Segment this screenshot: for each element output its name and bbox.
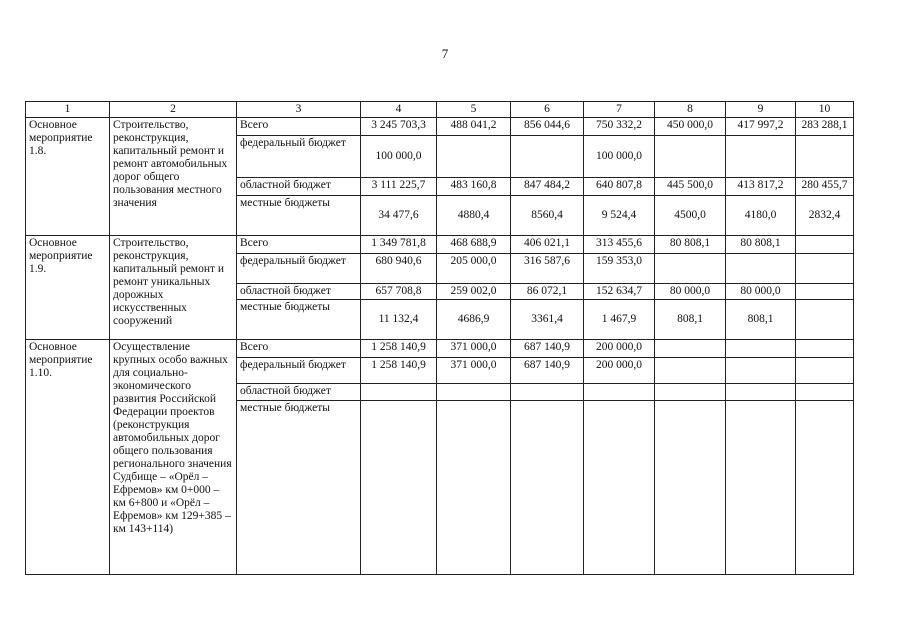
budget-level-cell: областной бюджет [237, 384, 361, 401]
value-cell: 450 000,0 [655, 118, 726, 136]
col-header: 3 [237, 102, 361, 118]
value-cell [584, 384, 655, 401]
value-cell: 413 817,2 [726, 178, 796, 196]
budget-level-cell: федеральный бюджет [237, 136, 361, 178]
budget-level-cell: Всего [237, 340, 361, 358]
value-cell [796, 401, 854, 575]
value-cell [655, 358, 726, 384]
value-cell: 80 808,1 [655, 236, 726, 254]
value-cell [796, 254, 854, 284]
budget-level-cell: федеральный бюджет [237, 254, 361, 284]
budget-level-cell: федеральный бюджет [237, 358, 361, 384]
value-cell [726, 340, 796, 358]
value-cell: 280 455,7 [796, 178, 854, 196]
value-cell: 1 258 140,9 [361, 340, 437, 358]
description-cell: Осуществление крупных особо важных для социально-экономического развития Российской Федерации проектов (реконструкция автомобильных дорог общего пользования регионального значения Судбище – «Орёл – Ефремов» км 0+000 – км 6+800 и «Орёл – Ефремов» км 129+385 – км 143+114) [110, 340, 237, 575]
value-cell [437, 384, 511, 401]
col-header: 2 [110, 102, 237, 118]
value-cell: 4686,9 [437, 300, 511, 340]
table-row [26, 118, 854, 136]
value-cell: 11 132,4 [361, 300, 437, 340]
budget-level-cell: местные бюджеты [237, 196, 361, 236]
value-cell [726, 384, 796, 401]
budget-level-cell: Всего [237, 118, 361, 136]
value-cell: 313 455,6 [584, 236, 655, 254]
value-cell [511, 136, 584, 178]
value-cell [437, 136, 511, 178]
table-row [26, 340, 854, 358]
value-cell: 657 708,8 [361, 284, 437, 300]
col-header: 6 [511, 102, 584, 118]
value-cell [726, 136, 796, 178]
value-cell: 200 000,0 [584, 340, 655, 358]
value-cell [655, 340, 726, 358]
value-cell: 100 000,0 [584, 136, 655, 178]
value-cell: 80 000,0 [655, 284, 726, 300]
value-cell: 9 524,4 [584, 196, 655, 236]
value-cell: 406 021,1 [511, 236, 584, 254]
header-row [26, 102, 854, 118]
value-cell: 100 000,0 [361, 136, 437, 178]
value-cell: 1 467,9 [584, 300, 655, 340]
value-cell [726, 358, 796, 384]
measure-cell: Основное мероприятие 1.8. [26, 118, 110, 236]
value-cell: 856 044,6 [511, 118, 584, 136]
col-header: 5 [437, 102, 511, 118]
value-cell: 86 072,1 [511, 284, 584, 300]
value-cell [511, 401, 584, 575]
value-cell: 283 288,1 [796, 118, 854, 136]
value-cell: 371 000,0 [437, 340, 511, 358]
value-cell: 3 111 225,7 [361, 178, 437, 196]
value-cell: 200 000,0 [584, 358, 655, 384]
value-cell: 750 332,2 [584, 118, 655, 136]
value-cell: 808,1 [726, 300, 796, 340]
col-header: 9 [726, 102, 796, 118]
value-cell [796, 358, 854, 384]
value-cell: 8560,4 [511, 196, 584, 236]
budget-level-cell: местные бюджеты [237, 401, 361, 575]
value-cell: 847 484,2 [511, 178, 584, 196]
value-cell: 445 500,0 [655, 178, 726, 196]
value-cell: 205 000,0 [437, 254, 511, 284]
value-cell: 259 002,0 [437, 284, 511, 300]
col-header: 8 [655, 102, 726, 118]
value-cell: 468 688,9 [437, 236, 511, 254]
value-cell: 4880,4 [437, 196, 511, 236]
value-cell: 4180,0 [726, 196, 796, 236]
value-cell: 371 000,0 [437, 358, 511, 384]
budget-level-cell: Всего [237, 236, 361, 254]
value-cell [361, 384, 437, 401]
value-cell: 80 808,1 [726, 236, 796, 254]
value-cell: 159 353,0 [584, 254, 655, 284]
value-cell [584, 401, 655, 575]
value-cell [796, 136, 854, 178]
value-cell [437, 401, 511, 575]
budget-table [25, 101, 854, 575]
description-cell: Строительство, реконструкция, капитальный ремонт и ремонт уникальных дорожных искусственных сооружений [110, 236, 237, 340]
value-cell: 417 997,2 [726, 118, 796, 136]
value-cell [796, 340, 854, 358]
value-cell [655, 254, 726, 284]
value-cell: 680 940,6 [361, 254, 437, 284]
page-number: 7 [441, 46, 449, 61]
value-cell: 488 041,2 [437, 118, 511, 136]
col-header: 1 [26, 102, 110, 118]
col-header: 4 [361, 102, 437, 118]
budget-level-cell: местные бюджеты [237, 300, 361, 340]
budget-level-cell: областной бюджет [237, 178, 361, 196]
value-cell [655, 136, 726, 178]
value-cell: 3 245 703,3 [361, 118, 437, 136]
value-cell [796, 384, 854, 401]
value-cell: 3361,4 [511, 300, 584, 340]
measure-cell: Основное мероприятие 1.9. [26, 236, 110, 340]
value-cell [726, 401, 796, 575]
table-row [26, 236, 854, 254]
value-cell: 1 349 781,8 [361, 236, 437, 254]
description-cell: Строительство, реконструкция, капитальный ремонт и ремонт автомобильных дорог общего пользования местного значения [110, 118, 237, 236]
value-cell [511, 384, 584, 401]
table-body [26, 102, 854, 575]
value-cell [361, 401, 437, 575]
budget-level-cell: областной бюджет [237, 284, 361, 300]
value-cell: 687 140,9 [511, 358, 584, 384]
value-cell [796, 284, 854, 300]
col-header: 7 [584, 102, 655, 118]
value-cell [726, 254, 796, 284]
value-cell: 34 477,6 [361, 196, 437, 236]
value-cell: 808,1 [655, 300, 726, 340]
col-header: 10 [796, 102, 854, 118]
measure-cell: Основное мероприятие 1.10. [26, 340, 110, 575]
value-cell: 640 807,8 [584, 178, 655, 196]
value-cell [796, 236, 854, 254]
value-cell [796, 300, 854, 340]
value-cell: 687 140,9 [511, 340, 584, 358]
value-cell: 483 160,8 [437, 178, 511, 196]
value-cell: 80 000,0 [726, 284, 796, 300]
value-cell: 152 634,7 [584, 284, 655, 300]
value-cell: 1 258 140,9 [361, 358, 437, 384]
value-cell: 2832,4 [796, 196, 854, 236]
value-cell: 316 587,6 [511, 254, 584, 284]
value-cell [655, 384, 726, 401]
value-cell: 4500,0 [655, 196, 726, 236]
value-cell [655, 401, 726, 575]
